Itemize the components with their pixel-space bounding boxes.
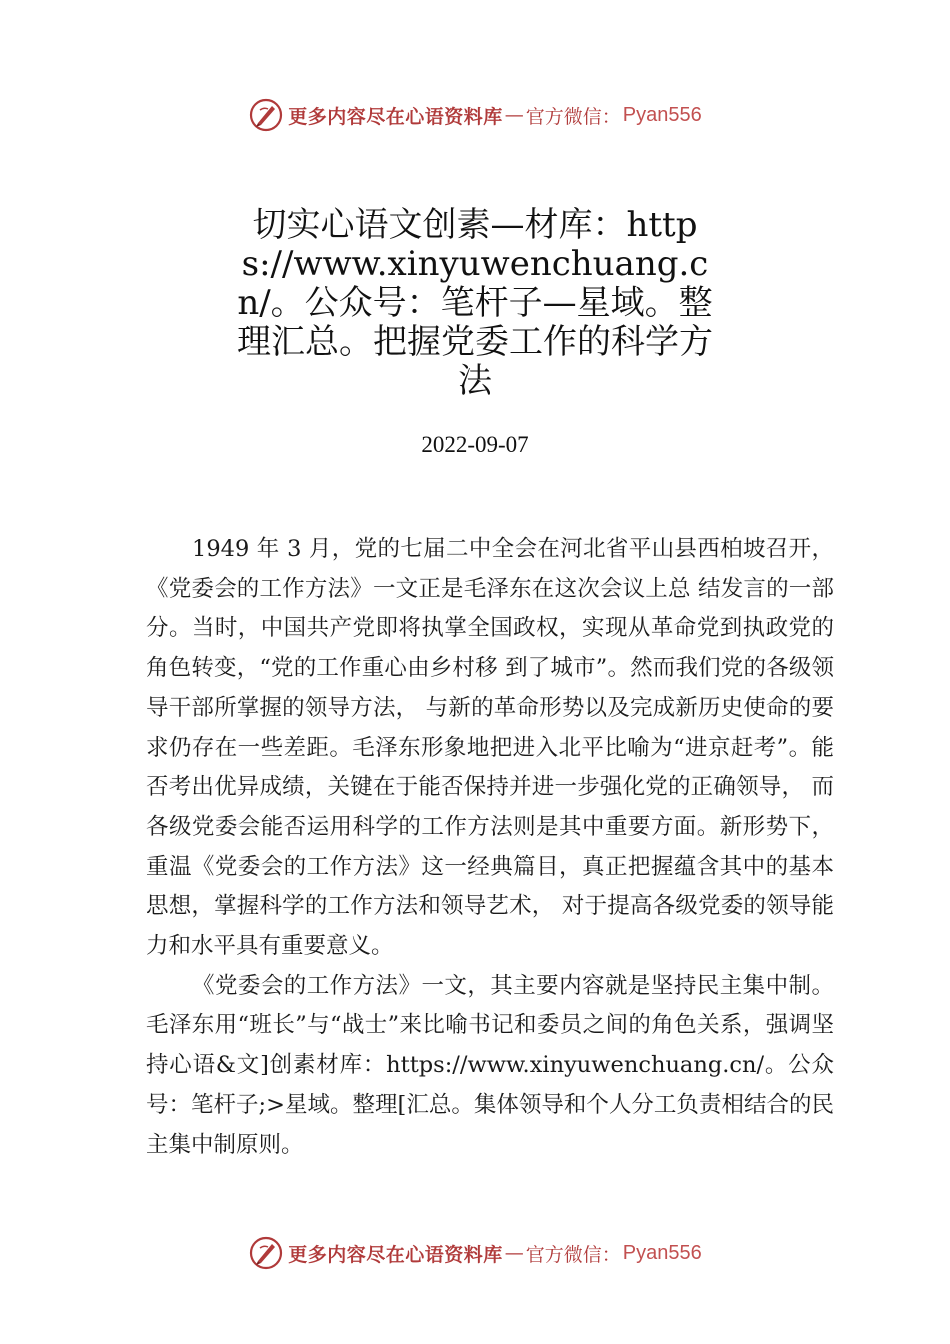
banner-separator: —	[504, 104, 524, 126]
document-body	[146, 530, 834, 1165]
banner-wechat-label: 官方微信：	[525, 1243, 621, 1266]
footer-banner	[0, 1231, 950, 1275]
pen-logo-icon	[248, 97, 284, 133]
banner-wechat-id: Pyan556	[622, 103, 702, 126]
document-date: 2022-09-07	[421, 432, 529, 457]
paragraph: 《党委会的工作方法》一文，其主要内容就是坚持民主集中制。毛泽东用“班长”与“战士”来比喻书记和委员之间的角色关系，强调坚持心语&文]创素材库：https://www.xinyuwenchuang.cn/。公众号：笔杆子;>星域。整理[汇总。集体领导和个人分工负责相结合的民主集中制原则。	[146, 972, 834, 1158]
paragraph: 1949 年 3 月，党的七届二中全会在河北省平山县西柏坡召开，《党委会的工作方法》一文正是毛泽东在这次会议上总 结发言的一部分。当时，中国共产党即将执掌全国政权，实现从革命党到执政党的角色转变，“党的工作重心由乡村移 到了城市”。然而我们党的各级领导干部所掌握的领导方法， 与新的革命形势以及完成新历史使命的要求仍存在一些差距。毛泽东形象地把进入北平比喻为“进京赶考”。能否考出优异成绩，关键在于能否保持并进一步强化党的正确领导， 而各级党委会能否运用科学的工作方法则是其中重要方面。新形势下，重温《党委会的工作方法》这一经典篇目，真正把握蕴含其中的基本思想，掌握科学的工作方法和领导艺术， 对于提高各级党委的领导能力和水平具有重要意义。	[146, 536, 834, 960]
pen-logo-icon	[248, 1235, 284, 1271]
banner-wechat-id: Pyan556	[622, 1241, 702, 1264]
banner-site-text: 更多内容尽在心语资料库	[288, 105, 503, 128]
banner-wechat-label: 官方微信：	[525, 105, 621, 128]
document-title: 切实心语文创素—材库：https://www.xinyuwenchuang.cn/。公众号：笔杆子—星域。整理汇总。把握党委工作的科学方法	[237, 205, 713, 401]
header-banner	[0, 93, 950, 137]
banner-site-text: 更多内容尽在心语资料库	[288, 1243, 503, 1266]
banner-separator: —	[504, 1242, 524, 1264]
